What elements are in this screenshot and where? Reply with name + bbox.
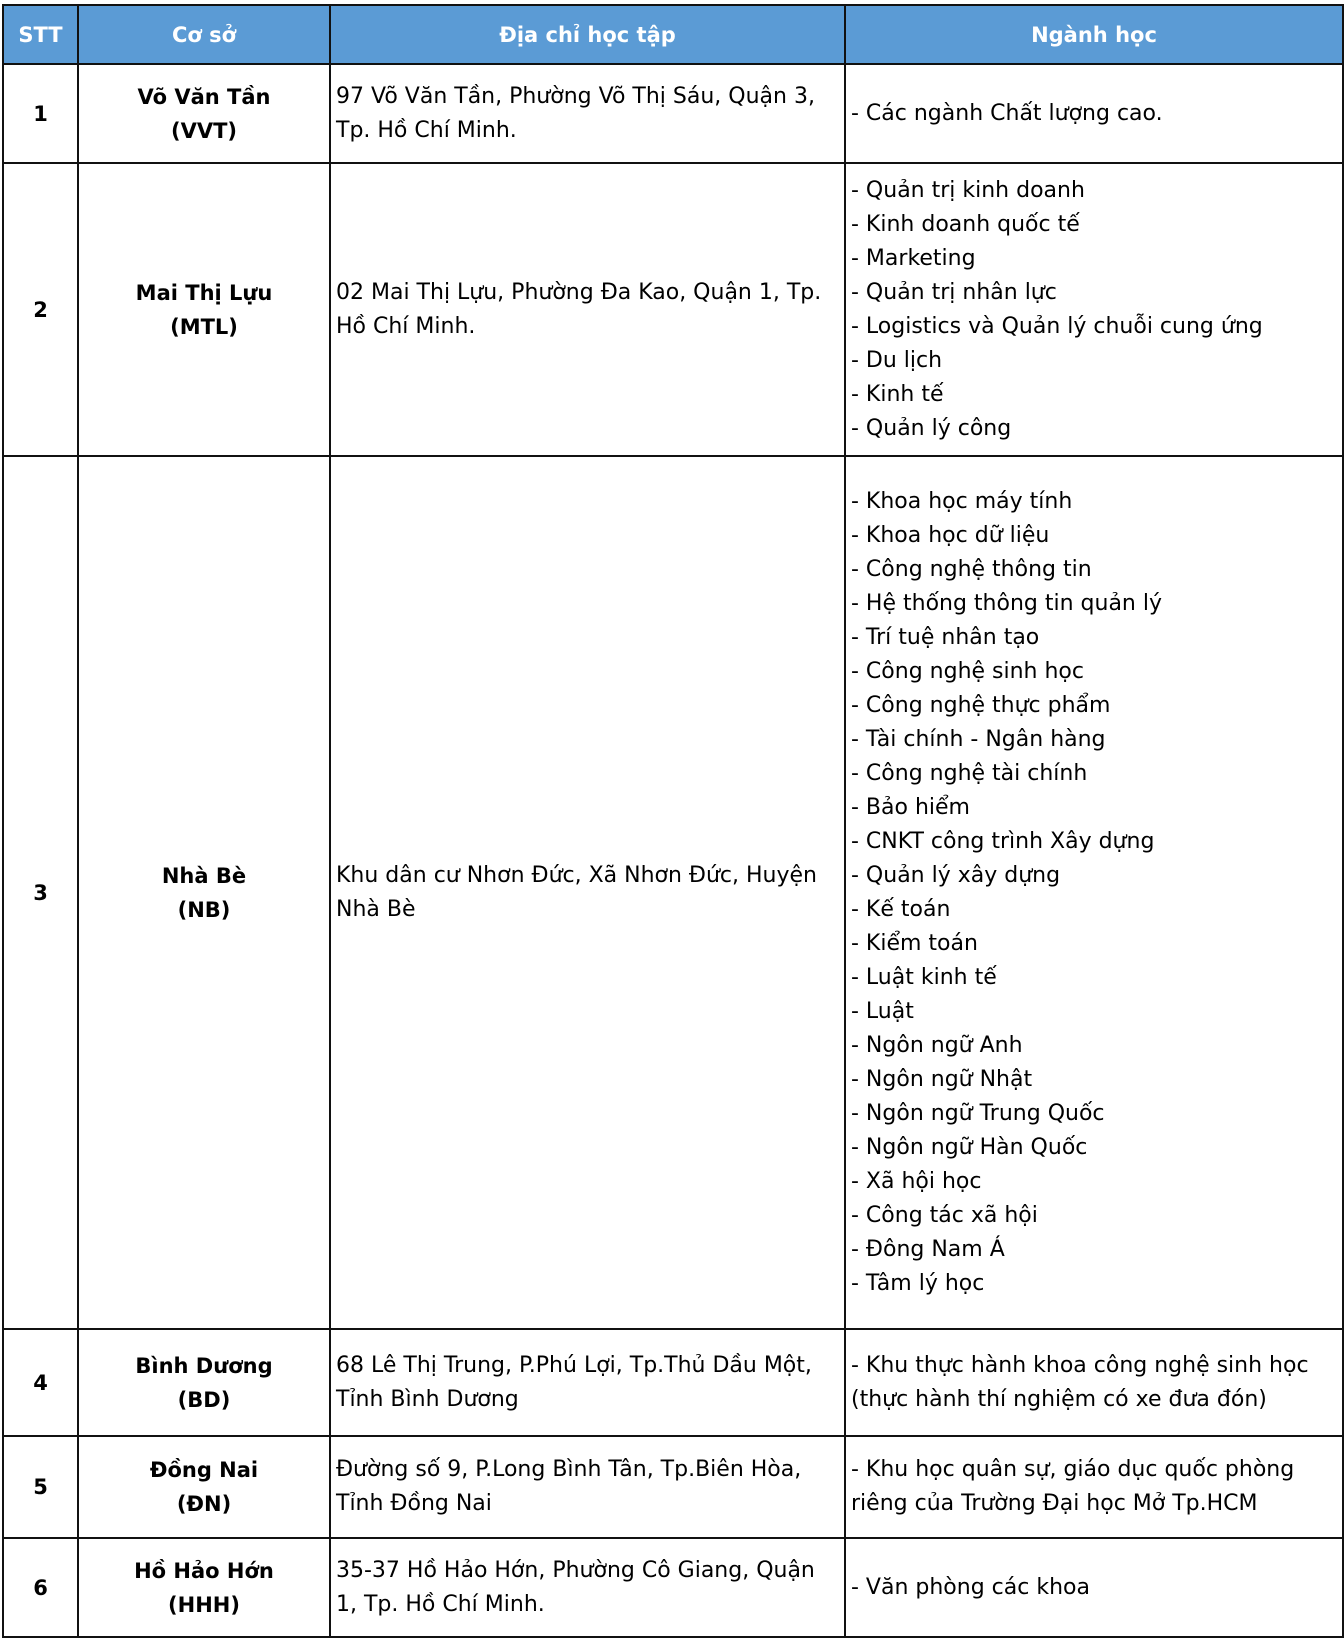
table-row bbox=[3, 1329, 1343, 1436]
major-item: - Quản trị kinh doanh bbox=[851, 177, 1085, 203]
header-nganh-hoc: Ngành học bbox=[845, 5, 1343, 64]
major-item: - Luật kinh tế bbox=[851, 964, 997, 990]
table-row bbox=[3, 1538, 1343, 1637]
majors-cell bbox=[845, 1538, 1343, 1637]
campus-name: Võ Văn Tần bbox=[137, 84, 271, 109]
address-cell: Khu dân cư Nhơn Đức, Xã Nhơn Đức, Huyện Nhà Bè bbox=[330, 456, 845, 1329]
major-item: - Công nghệ tài chính bbox=[851, 760, 1088, 786]
header-stt: STT bbox=[3, 5, 78, 64]
major-item: - Trí tuệ nhân tạo bbox=[851, 624, 1040, 650]
campus-name: Mai Thị Lựu bbox=[135, 280, 273, 305]
major-item: - Hệ thống thông tin quản lý bbox=[851, 590, 1162, 616]
campus-cell bbox=[78, 163, 330, 456]
campus-abbr: (HHH) bbox=[168, 1592, 240, 1617]
campus-abbr: (VVT) bbox=[170, 118, 238, 143]
campus-abbr: (MTL) bbox=[170, 314, 238, 339]
major-item: - Du lịch bbox=[851, 347, 943, 373]
campus-name: Bình Dương bbox=[135, 1353, 273, 1378]
table-row bbox=[3, 64, 1343, 163]
major-item: - Kinh doanh quốc tế bbox=[851, 211, 1080, 237]
major-item: - Kế toán bbox=[851, 896, 951, 922]
majors-cell bbox=[845, 1329, 1343, 1436]
campus-cell bbox=[78, 456, 330, 1329]
major-item: - Văn phòng các khoa bbox=[851, 1574, 1090, 1600]
major-item: - Xã hội học bbox=[851, 1168, 982, 1194]
row-number: 3 bbox=[3, 456, 78, 1329]
major-item: - Công nghệ thực phẩm bbox=[851, 692, 1111, 718]
major-item: - Kiểm toán bbox=[851, 930, 978, 956]
major-item: (thực hành thí nghiệm có xe đưa đón) bbox=[851, 1386, 1267, 1412]
campus-abbr: (ĐN) bbox=[176, 1492, 232, 1516]
address-cell: 68 Lê Thị Trung, P.Phú Lợi, Tp.Thủ Dầu Một, Tỉnh Bình Dương bbox=[330, 1329, 845, 1436]
major-item: - Công tác xã hội bbox=[851, 1202, 1038, 1228]
campus-name: Hồ Hảo Hớn bbox=[134, 1558, 274, 1583]
major-item: - Công nghệ thông tin bbox=[851, 556, 1092, 582]
major-item: - Quản lý công bbox=[851, 415, 1012, 441]
row-number: 1 bbox=[3, 64, 78, 163]
major-item: - Công nghệ sinh học bbox=[851, 658, 1084, 684]
address-cell: Đường số 9, P.Long Bình Tân, Tp.Biên Hòa, Tỉnh Đồng Nai bbox=[330, 1436, 845, 1538]
campus-name: Nhà Bè bbox=[161, 863, 247, 888]
campus-abbr: (BD) bbox=[177, 1387, 231, 1412]
campus-name: Đồng Nai bbox=[149, 1458, 259, 1482]
campus-cell bbox=[78, 1436, 330, 1538]
major-item: - Đông Nam Á bbox=[851, 1236, 1005, 1262]
row-number: 5 bbox=[3, 1436, 78, 1538]
major-item: - Khu thực hành khoa công nghệ sinh học bbox=[851, 1352, 1309, 1378]
major-item: - Marketing bbox=[851, 245, 976, 271]
major-item: - Logistics và Quản lý chuỗi cung ứng bbox=[851, 313, 1263, 339]
major-item: - Tâm lý học bbox=[851, 1270, 985, 1296]
address-cell: 97 Võ Văn Tần, Phường Võ Thị Sáu, Quận 3, Tp. Hồ Chí Minh. bbox=[330, 64, 845, 163]
major-item: - Ngôn ngữ Anh bbox=[851, 1032, 1023, 1058]
major-item: - Quản trị nhân lực bbox=[851, 279, 1057, 305]
header-co-so: Cơ sở bbox=[78, 5, 330, 64]
major-item: riêng của Trường Đại học Mở Tp.HCM bbox=[851, 1491, 1258, 1516]
majors-cell bbox=[845, 1436, 1343, 1538]
campus-abbr: (NB) bbox=[177, 897, 231, 922]
major-item: - Các ngành Chất lượng cao. bbox=[851, 100, 1163, 126]
campus-cell bbox=[78, 1538, 330, 1637]
campus-cell bbox=[78, 1329, 330, 1436]
major-item: - Khoa học dữ liệu bbox=[851, 522, 1050, 548]
major-item: - CNKT công trình Xây dựng bbox=[851, 828, 1155, 854]
majors-cell bbox=[845, 64, 1343, 163]
majors-cell bbox=[845, 456, 1343, 1329]
major-item: - Tài chính - Ngân hàng bbox=[851, 726, 1106, 752]
campus-table bbox=[2, 4, 1344, 1638]
major-item: - Bảo hiểm bbox=[851, 794, 970, 820]
row-number: 6 bbox=[3, 1538, 78, 1637]
address-cell: 02 Mai Thị Lựu, Phường Đa Kao, Quận 1, Tp. Hồ Chí Minh. bbox=[330, 163, 845, 456]
major-item: - Ngôn ngữ Trung Quốc bbox=[851, 1100, 1105, 1126]
majors-cell bbox=[845, 163, 1343, 456]
major-item: - Khoa học máy tính bbox=[851, 488, 1073, 514]
major-item: - Ngôn ngữ Nhật bbox=[851, 1066, 1033, 1092]
campus-cell bbox=[78, 64, 330, 163]
table-row bbox=[3, 456, 1343, 1329]
major-item: - Quản lý xây dựng bbox=[851, 862, 1061, 888]
table-row bbox=[3, 1436, 1343, 1538]
header-row bbox=[3, 5, 1343, 64]
major-item: - Ngôn ngữ Hàn Quốc bbox=[851, 1134, 1088, 1160]
major-item: - Kinh tế bbox=[851, 381, 944, 407]
address-cell: 35-37 Hồ Hảo Hớn, Phường Cô Giang, Quận 1, Tp. Hồ Chí Minh. bbox=[330, 1538, 845, 1637]
table-row bbox=[3, 163, 1343, 456]
row-number: 4 bbox=[3, 1329, 78, 1436]
major-item: - Khu học quân sự, giáo dục quốc phòng bbox=[851, 1457, 1295, 1482]
header-dia-chi: Địa chỉ học tập bbox=[330, 5, 845, 64]
major-item: - Luật bbox=[851, 998, 914, 1024]
row-number: 2 bbox=[3, 163, 78, 456]
